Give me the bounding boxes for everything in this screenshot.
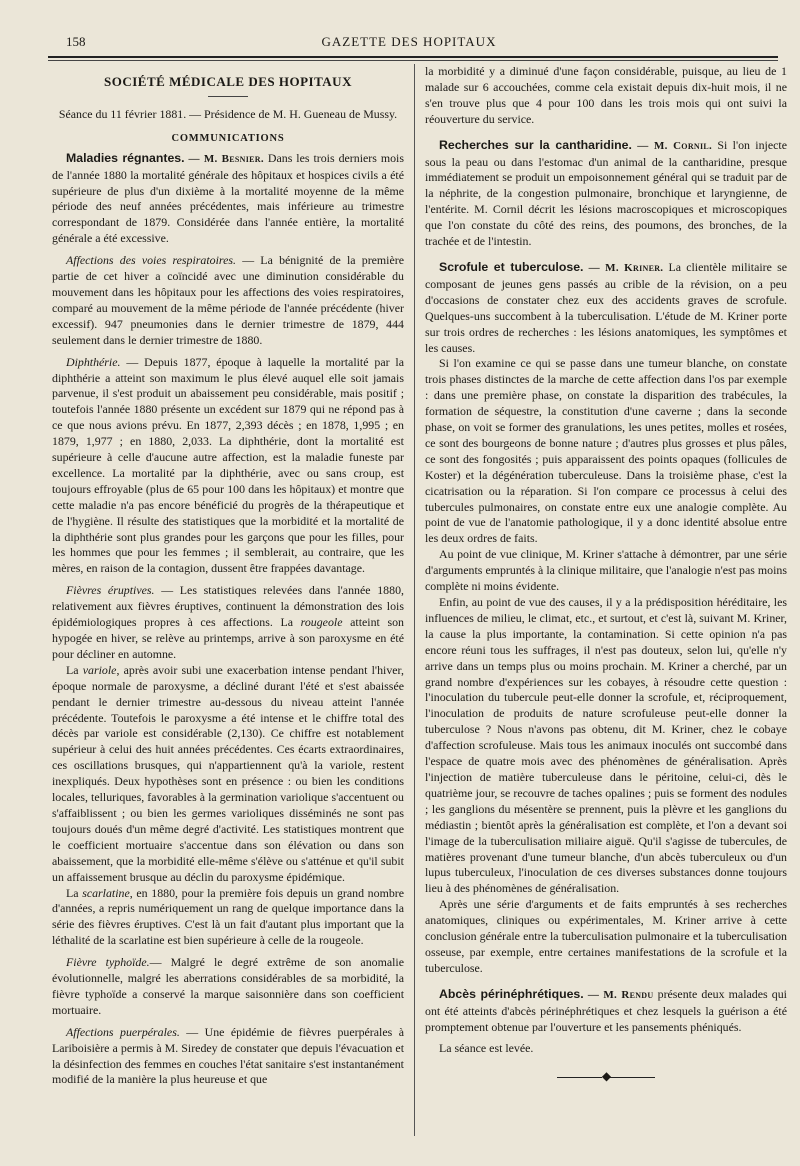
paragraph-text: La xyxy=(66,662,83,677)
paragraph-topic: Affections puerpérales. xyxy=(66,1024,180,1039)
paragraph-scarlatine xyxy=(52,886,404,950)
paragraph-topic: Affections des voies respiratoires. xyxy=(66,253,236,268)
article-title: SOCIÉTÉ MÉDICALE DES HOPITAUX xyxy=(104,74,352,89)
title-rule xyxy=(208,96,248,97)
paragraph-text: Si l'on examine ce qui se passe dans une tumeur blanche, on constate trois phases distinctes de la marche de cette affection dans l'os par exemple : dans une première phase, on constate la disparition des trabécules, la formation de séquestre, la constitution d'une caverne ; dans la seconde phase, on voit se former des granulations, les unes petites, molles et rosées, ce sont des bourgeons de bonne nature ; d'autres plus grosses et plus pâles, ce sont des fongosités ; puis apparaissent des points opaques (follicules de Koster) et la dégénération tuberculeuse. Dans la troisième phase, c'est la cicatrisation ou la réparation. Si l'on compare ce processus à celui des tubercules pulmonaires, on constate entre eux une analogie complète. Au point de vue de l'anatomie pathologique, il y a donc identité absolue entre les deux ordres de faits. xyxy=(425,356,787,546)
paragraph-clinique xyxy=(425,547,787,595)
paragraph-topic: Diphthérie. xyxy=(66,354,121,369)
paragraph-text: — Les statistiques relevées dans l'année 1880, relativement aux fièvres éruptives, continuent la démonstration des lois épidémiologiques propres à ces affections. La xyxy=(52,583,404,630)
paragraph-heading: Maladies régnantes. xyxy=(66,150,185,165)
paragraph-text: — La bénignité de la première partie de cet hiver a coïncidé avec une diminution considérable du mouvement dans les hôpitaux pour les affections des voies respiratoires, comparé au mouvement de la même période de l'année précédente (hiver excessif). 947 pneumonies dans le dernier trimestre de 1879, 444 seulement dans le dernier trimestre de 1880. xyxy=(52,253,404,347)
closing-line xyxy=(425,1041,787,1057)
paragraph-heading: Abcès périnéphrétiques. xyxy=(439,986,584,1001)
subsection-heading: COMMUNICATIONS xyxy=(171,132,285,144)
paragraph-heading: Scrofule et tuberculose. xyxy=(439,259,584,274)
page-header xyxy=(48,30,770,56)
paragraph-text: Si l'on injecte sous la peau ou dans l'estomac d'un animal de la cantharidine, presque immédiatement se produit un empoisonnement général qui se traduit par de la néphrite, de la congestion pulmonaire, bronchique et laryngienne, de l'entérite. M. Cornil décrit les lésions macroscopiques et microscopiques que l'on constate du côté des reins, des poumons, des bronches, de la trachée et de l'intestin. xyxy=(425,137,787,249)
column-divider xyxy=(414,64,415,1136)
paragraph-text: la morbidité y a diminué d'une façon considérable, puisque, au lieu de 1 malade sur 6 accouchées, comme cela existait depuis dix-huit mois, il ne s'en trouve plus que 4 pour 100 dans les trois mois qui ont suivi la réouverture du service. xyxy=(425,64,787,126)
paragraph-text: , en 1880, pour la première fois depuis un grand nombre d'années, a repris numériquement un rang de quelque importance dans la série des fièvres éruptives. C'est là un fait d'autant plus important que la léthalité de la scarlatine est bien supérieure à celle de la rougeole. xyxy=(52,885,404,948)
end-ornament xyxy=(425,1069,787,1085)
paragraph-topic: Fièvre typhoïde. xyxy=(66,955,150,970)
paragraph-text: présente deux malades qui ont été atteints d'abcès périnéphrétiques et chez lesquels la guérison a été promptement obtenue par l'ouverture et les pansements phéniqués. xyxy=(425,986,787,1034)
closing-text: La séance est levée. xyxy=(439,1041,534,1056)
speaker-name: — M. Cornil. xyxy=(637,139,713,152)
paragraph-text: atteint son hypogée en hiver, se relève au printemps, arrive à son paroxysme en été pour décliner en automne. xyxy=(52,615,404,661)
paragraph-fievres xyxy=(52,583,404,663)
paragraph-abces xyxy=(425,987,787,1036)
paragraph-continuation xyxy=(425,64,787,128)
paragraph-term: rougeole xyxy=(300,615,343,630)
paragraph-conclusion xyxy=(425,897,787,977)
paragraph-text: Après une série d'arguments et de faits empruntés à ses recherches anatomiques, cliniques ou expérimentales, M. Kriner arrive à cette conclusion générale entre la tuberculisation pulmonaire et la tuberculisation osseuse, par exemple, entre certaines manifestations de la scrofule et la tuberculose. xyxy=(425,897,787,975)
paragraph-causes xyxy=(425,595,787,897)
speaker-name: — M. Rendu xyxy=(587,988,654,1001)
paragraph-text: Enfin, au point de vue des causes, il y a la prédisposition héréditaire, les influences de milieu, le climat, etc., et surtout, et c'est là, suivant M. Kriner, la cause la plus importante, la contamination. Si cette opinion n'a pas encore réuni tous les suffrages, il n'est pas douteux, selon lui, qu'elle n'y arrive dans un temps plus ou moins prochain. M. Kriner a cherché, par un grand nombre d'expériences sur les cobayes, à résoudre cette question : l'inoculation du tubercule peut-elle donner la scrofule, et, réciproquement, l'inoculation de produits de nature scrofuleuse peut-elle donner la tuberculose ? Nous n'avons pas obtenu, dit M. Kriner, chez le cobaye d'affection scrofuleuse. Mais tous les animaux inoculés ont succombé dans l'espace de quatre mois avec des phénomènes de généralisation. Après l'injection de matière tuberculeuse dans le péritoine, celui-ci, dès le quatrième jour, se recouvre de taches opalines ; puis se forment des nodules ; les ganglions du mésentère se prennent, puis la plèvre et les ganglions du médiastin ; bientôt après la généralisation est complète, et l'on a devant soi l'image de la tuberculisation miliaire aiguë. Qu'il s'agisse de tubercules, de matières provenant d'une tumeur blanche, d'un abcès tuberculeux ou d'un lupus tuberculeux, l'inoculation de ces diverses substances donne toujours lieu à des phénomènes de généralisation. xyxy=(425,595,787,896)
paragraph-typhoide xyxy=(52,955,404,1019)
paragraph-scrofule xyxy=(425,260,787,356)
paragraph-term: variole xyxy=(82,662,117,677)
paragraph-topic: Fièvres éruptives. xyxy=(66,583,155,598)
session-line: Séance du 11 février 1881. — Présidence de M. H. Gueneau de Mussy. xyxy=(58,106,398,121)
paragraph-term: scarlatine xyxy=(82,885,130,900)
paragraph-text: , après avoir subi une exacerbation intense pendant l'hiver, époque normale de paroxysme, a décliné durant l'été et s'est abaissée pendant le dernier trimestre au-dessous du niveau atteint l'année précédente. Toutefois le paroxysme a été intense et le chiffre total des décès par variole est considérable (2,130). Ce chiffre est notablement supérieur à celui des huit années précédentes. Ces écarts extraordinaires, ces oscillations brusques, qui n'appartiennent qu'à la variole, restent inexpliqués. Deux hypothèses sont en présence : ou bien les conditions locales, telluriques, favorables à la germination variolique s'accentuent ou s'affaiblissent ; ou bien les germes varioliques disséminés ne sont pas toujours doués d'un même degré d'activité. Les statistiques montrent que le coefficient mortuaire s'accentue dans son élévation ou dans son abaissement, que la morbidité elle-même s'élève ou s'atténue et qu'il subit un affaissement brusque au déclin du paroxysme épidémique. xyxy=(52,662,404,884)
paragraph-heading: Recherches sur la cantharidine. xyxy=(439,137,632,152)
paragraph-diphtherie xyxy=(52,355,404,578)
paragraph-text: Dans les trois derniers mois de l'année 1880 la mortalité générale des hôpitaux et hospices civils a été supérieure de plus d'un dixième à la mortalité moyenne de la même période des neuf années précédentes, mais inférieure au trimestre correspondant de 1879. Considérée dans l'année entière, la mortalité générale a été excessive. xyxy=(52,150,404,246)
left-column xyxy=(52,64,404,1094)
paragraph-text: — Malgré le degré extrême de son anomalie évolutionnelle, malgré les aberrations considérables de sa morbidité, la fièvre typhoïde a conservé la marque saisonnière dans son coefficient mortuaire. xyxy=(52,955,404,1017)
paragraph-text: La clientèle militaire se composant de jeunes gens passés au crible de la révision, on a peu d'occasions de constater chez eux des accidents graves de scrofule. Quelques-uns succombent à la tuberculisation. L'étude de M. Kriner porte sur trois ordres de recherches : les lésions anatomiques, les symptômes et les causes. xyxy=(425,259,787,355)
paragraph-variole xyxy=(52,663,404,886)
paragraph-text: La xyxy=(66,885,83,900)
paragraph-text: Au point de vue clinique, M. Kriner s'attache à démontrer, par une série d'arguments empruntés à la clinique militaire, que l'analogie n'est pas moins complète ni moins évidente. xyxy=(425,547,787,594)
paragraph-text: — Depuis 1877, époque à laquelle la mortalité par la diphthérie a atteint son maximum le plus élevé auquel elle soit jamais parvenue, il s'est produit un abaissement peu considérable, mais positif ; toutefois l'année 1880 présente un excédent sur 1879 qui ne répond pas à ce que nous avions prévu. En 1877, 2,393 décès ; en 1878, 1,995 ; en 1879, 1,977 ; en 1880, 2,033. La diphthérie, dont la mortalité est supérieure à celle d'aucune autre affection, est la maladie funeste par excellence. La mortalité par la diphthérie, avec ou sans croup, est toujours effroyable (plus de 65 pour 100 dans les hôpitaux) et montre que cette maladie n'a pas encore bénéficié du progrès de la thérapeutique et de l'hygiène. Il résulte des statistiques que la morbidité et la mortalité de la diphthérie sont plus grandes pour les garçons que pour les filles, pour les hommes que pour les femmes ; il semblerait, au contraire, que les mères, en raison de la contagion, dussent être frappées davantage. xyxy=(52,354,404,576)
page-number: 158 xyxy=(66,34,86,49)
paragraph-text: — Une épidémie de fièvres puerpérales à Lariboisière a permis à M. Siredey de constater que depuis l'évacuation et la désinfection des femmes en couches l'état sanitaire s'est instantanément modifié de la manière la plus heureuse et que xyxy=(52,1024,404,1087)
paragraph-cantharidine xyxy=(425,138,787,250)
ornament-line-right xyxy=(610,1077,655,1078)
ornament-line-left xyxy=(557,1077,602,1078)
paragraph-tumeur-blanche xyxy=(425,356,787,547)
journal-title: GAZETTE DES HOPITAUX xyxy=(321,34,497,49)
header-rule xyxy=(48,56,778,58)
paragraph-maladies xyxy=(52,151,404,247)
paragraph-puerperales xyxy=(52,1025,404,1089)
right-column xyxy=(425,64,787,1085)
ornament-diamond-icon: ◆ xyxy=(601,1069,611,1084)
paragraph-respiratoires xyxy=(52,253,404,348)
header-rule-thin xyxy=(48,60,778,61)
speaker-name: — M. Besnier. xyxy=(188,152,264,165)
speaker-name: — M. Kriner. xyxy=(588,261,664,274)
